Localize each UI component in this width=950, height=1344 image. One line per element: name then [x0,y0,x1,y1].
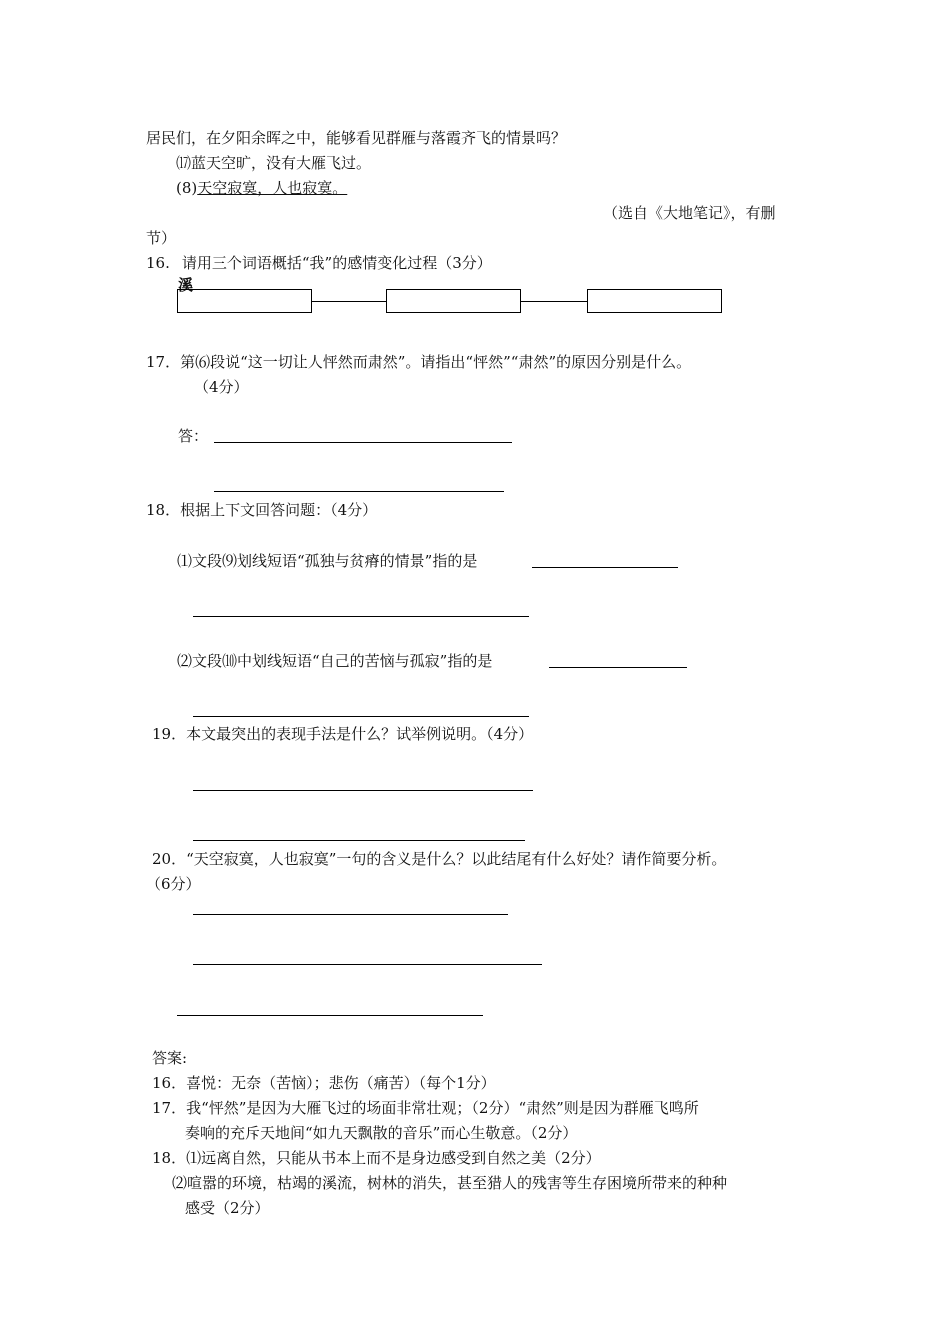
answer-17-cont: 奏响的充斥天地间“如九天飘散的音乐”而心生敬意。（2分） [185,1124,578,1142]
answer-17: 17．我“怦然”是因为大雁飞过的场面非常壮观；（2分）“肃然”则是因为群雁飞鸣所 [152,1099,699,1117]
question-text: 根据上下文回答问题：（4分） [180,501,378,519]
question-number: 17． [146,353,181,371]
question-18 [146,500,377,520]
answer-18: 18．⑴远离自然，只能从书本上而不是身边感受到自然之美（2分） [152,1149,601,1167]
connector-line [521,301,587,302]
answer-box-1[interactable] [177,289,312,313]
question-text: 本文最突出的表现手法是什么？试举例说明。（4分） [186,725,534,743]
answer-line[interactable] [193,790,533,791]
paragraph-number: (8) [176,179,198,197]
question-number: 18． [146,501,181,519]
question-text: “天空寂寞，人也寂寞”一句的含义是什么？以此结尾有什么好处？请作简要分析。 [186,850,727,868]
answer-box-3[interactable] [587,289,722,313]
question-text: 第⑹段说“这一切让人怦然而肃然”。请指出“怦然”“肃然”的原因分别是什么。 [180,353,692,371]
answer-line[interactable] [177,1015,483,1016]
sub-question-1: ⑴文段⑼划线短语“孤独与贫瘠的情景”指的是 [177,552,478,570]
answers-heading: 答案: [152,1049,188,1067]
question-number: 20． [152,850,187,868]
source-citation-cont: 节） [146,229,177,247]
question-number: 19． [152,725,187,743]
question-20 [152,849,726,869]
question-points: （6分） [146,875,201,893]
answer-line[interactable] [193,964,542,965]
question-number: 16. [146,254,170,272]
paragraph-17: ⒄蓝天空旷，没有大雁飞过。 [176,154,372,172]
question-16 [146,253,492,273]
question-text: 请用三个词语概括“我”的感情变化过程（3分） [181,254,492,272]
connector-line [312,301,386,302]
answer-line[interactable] [193,716,529,717]
question-19 [152,724,533,744]
overflow-char: 溪 [178,276,194,294]
question-17 [146,352,691,372]
answer-label: 答： [178,427,209,445]
answer-line[interactable] [214,491,504,492]
answer-line[interactable] [214,442,512,443]
underlined-sentence: 天空寂寞，人也寂寞。 [197,179,348,197]
answer-line[interactable] [549,667,687,668]
answer-line[interactable] [532,567,678,568]
answer-line[interactable] [193,840,525,841]
source-citation: （选自《大地笔记》，有删 [603,204,776,222]
answer-line[interactable] [193,914,508,915]
answer-line[interactable] [193,616,529,617]
sub-question-2: ⑵文段⑽中划线短语“自己的苦恼与孤寂”指的是 [177,652,493,670]
paragraph-18 [176,178,347,198]
answer-16: 16．喜悦：无奈（苦恼）；悲伤（痛苦）（每个1分） [152,1074,496,1092]
question-points: （4分） [194,378,249,396]
answer-18-sub-cont: 感受（2分） [185,1199,270,1217]
passage-line: 居民们，在夕阳余晖之中，能够看见群雁与落霞齐飞的情景吗？ [146,129,567,147]
answer-18-sub: ⑵喧嚣的环境，枯竭的溪流，树林的消失，甚至猎人的残害等生存困境所带来的种种 [172,1174,728,1192]
answer-box-2[interactable] [386,289,521,313]
